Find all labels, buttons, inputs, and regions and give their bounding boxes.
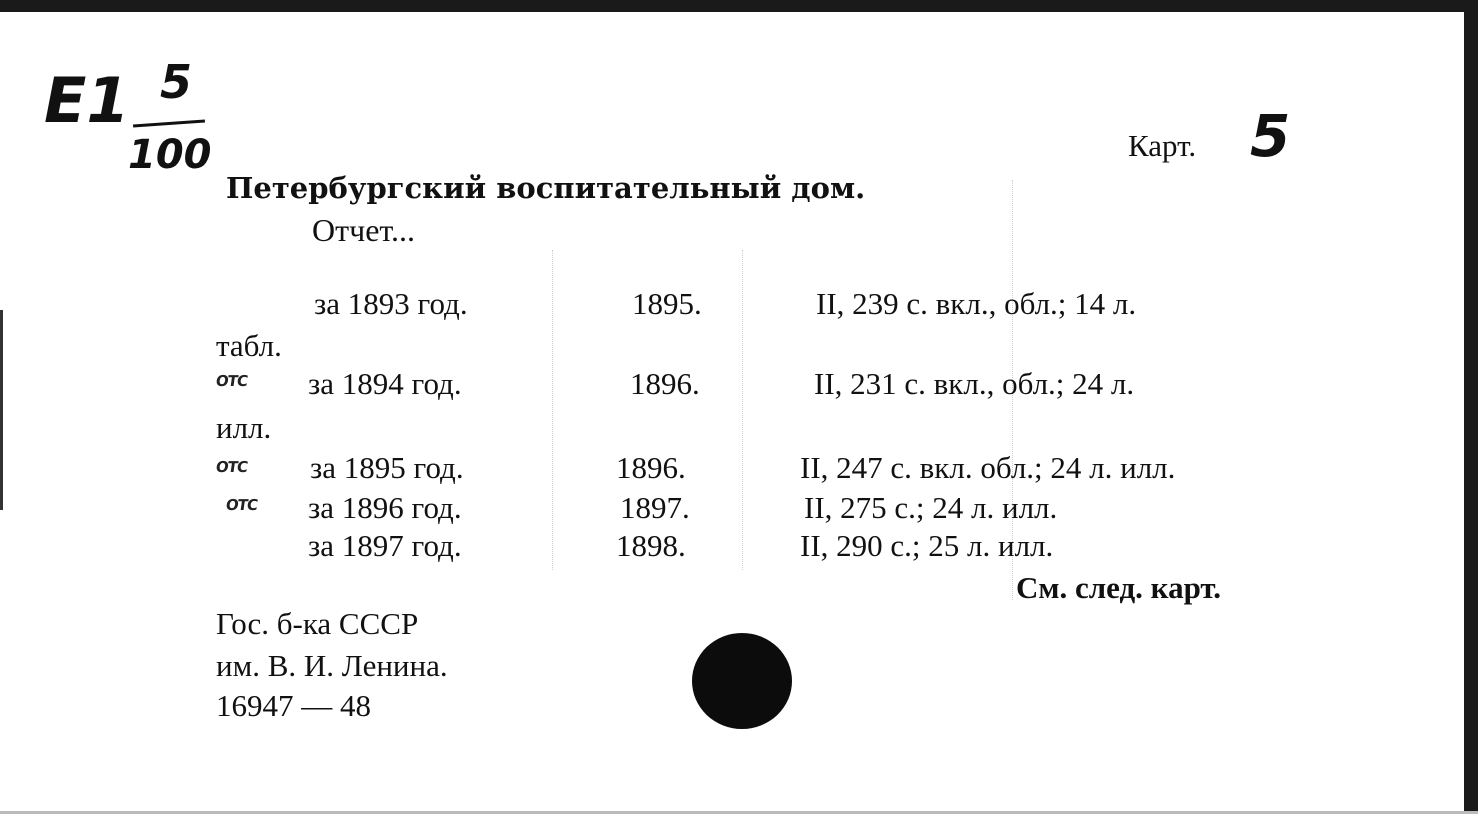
entry-period: за 1895 год.	[310, 450, 464, 485]
entry-year: 1896.	[630, 366, 700, 401]
card-label: Карт.	[1128, 128, 1197, 163]
entry-period: за 1893 год.	[314, 286, 468, 321]
entry-description: II, 239 с. вкл., обл.; 14 л.	[816, 286, 1137, 321]
ots-stamp: ОТС	[214, 458, 249, 476]
scan-top-border	[0, 0, 1478, 12]
entry-period: за 1897 год.	[308, 528, 462, 563]
faint-column-line	[742, 250, 743, 570]
entry-continuation: табл.	[216, 328, 282, 363]
entry-continuation: илл.	[216, 410, 272, 445]
scan-right-border	[1464, 0, 1478, 814]
see-next-card: См. след. карт.	[1016, 570, 1222, 605]
entry-year: 1898.	[616, 528, 686, 563]
imprint-line-2: им. В. И. Ленина.	[216, 648, 448, 683]
entry-description: II, 231 с. вкл., обл.; 24 л.	[814, 366, 1135, 401]
card-number: 5	[1250, 102, 1291, 170]
entry-description: II, 275 с.; 24 л. илл.	[804, 490, 1058, 525]
imprint-line-1: Гос. б-ка СССР	[216, 606, 419, 641]
card-title: Петербургский воспитательный дом.	[226, 171, 866, 205]
punch-hole	[692, 633, 792, 729]
entry-description: II, 247 с. вкл. обл.; 24 л. илл.	[800, 450, 1176, 485]
entry-period: за 1894 год.	[308, 366, 462, 401]
card-subtitle: Отчет...	[312, 212, 415, 248]
ots-stamp: ОТС	[224, 496, 259, 514]
shelfmark-prefix: E1	[44, 64, 130, 137]
entry-period: за 1896 год.	[308, 490, 462, 525]
scan-left-edge	[0, 310, 3, 510]
shelfmark-denominator: 100	[128, 132, 212, 178]
shelfmark-fraction-bar	[133, 119, 205, 127]
faint-column-line	[552, 250, 553, 570]
shelfmark-numerator: 5	[160, 55, 193, 109]
entry-year: 1896.	[616, 450, 686, 485]
entry-year: 1897.	[620, 490, 690, 525]
entry-year: 1895.	[632, 286, 702, 321]
imprint-line-3: 16947 — 48	[216, 688, 371, 723]
entry-description: II, 290 с.; 25 л. илл.	[800, 528, 1054, 563]
ots-stamp: ОТС	[214, 372, 249, 390]
